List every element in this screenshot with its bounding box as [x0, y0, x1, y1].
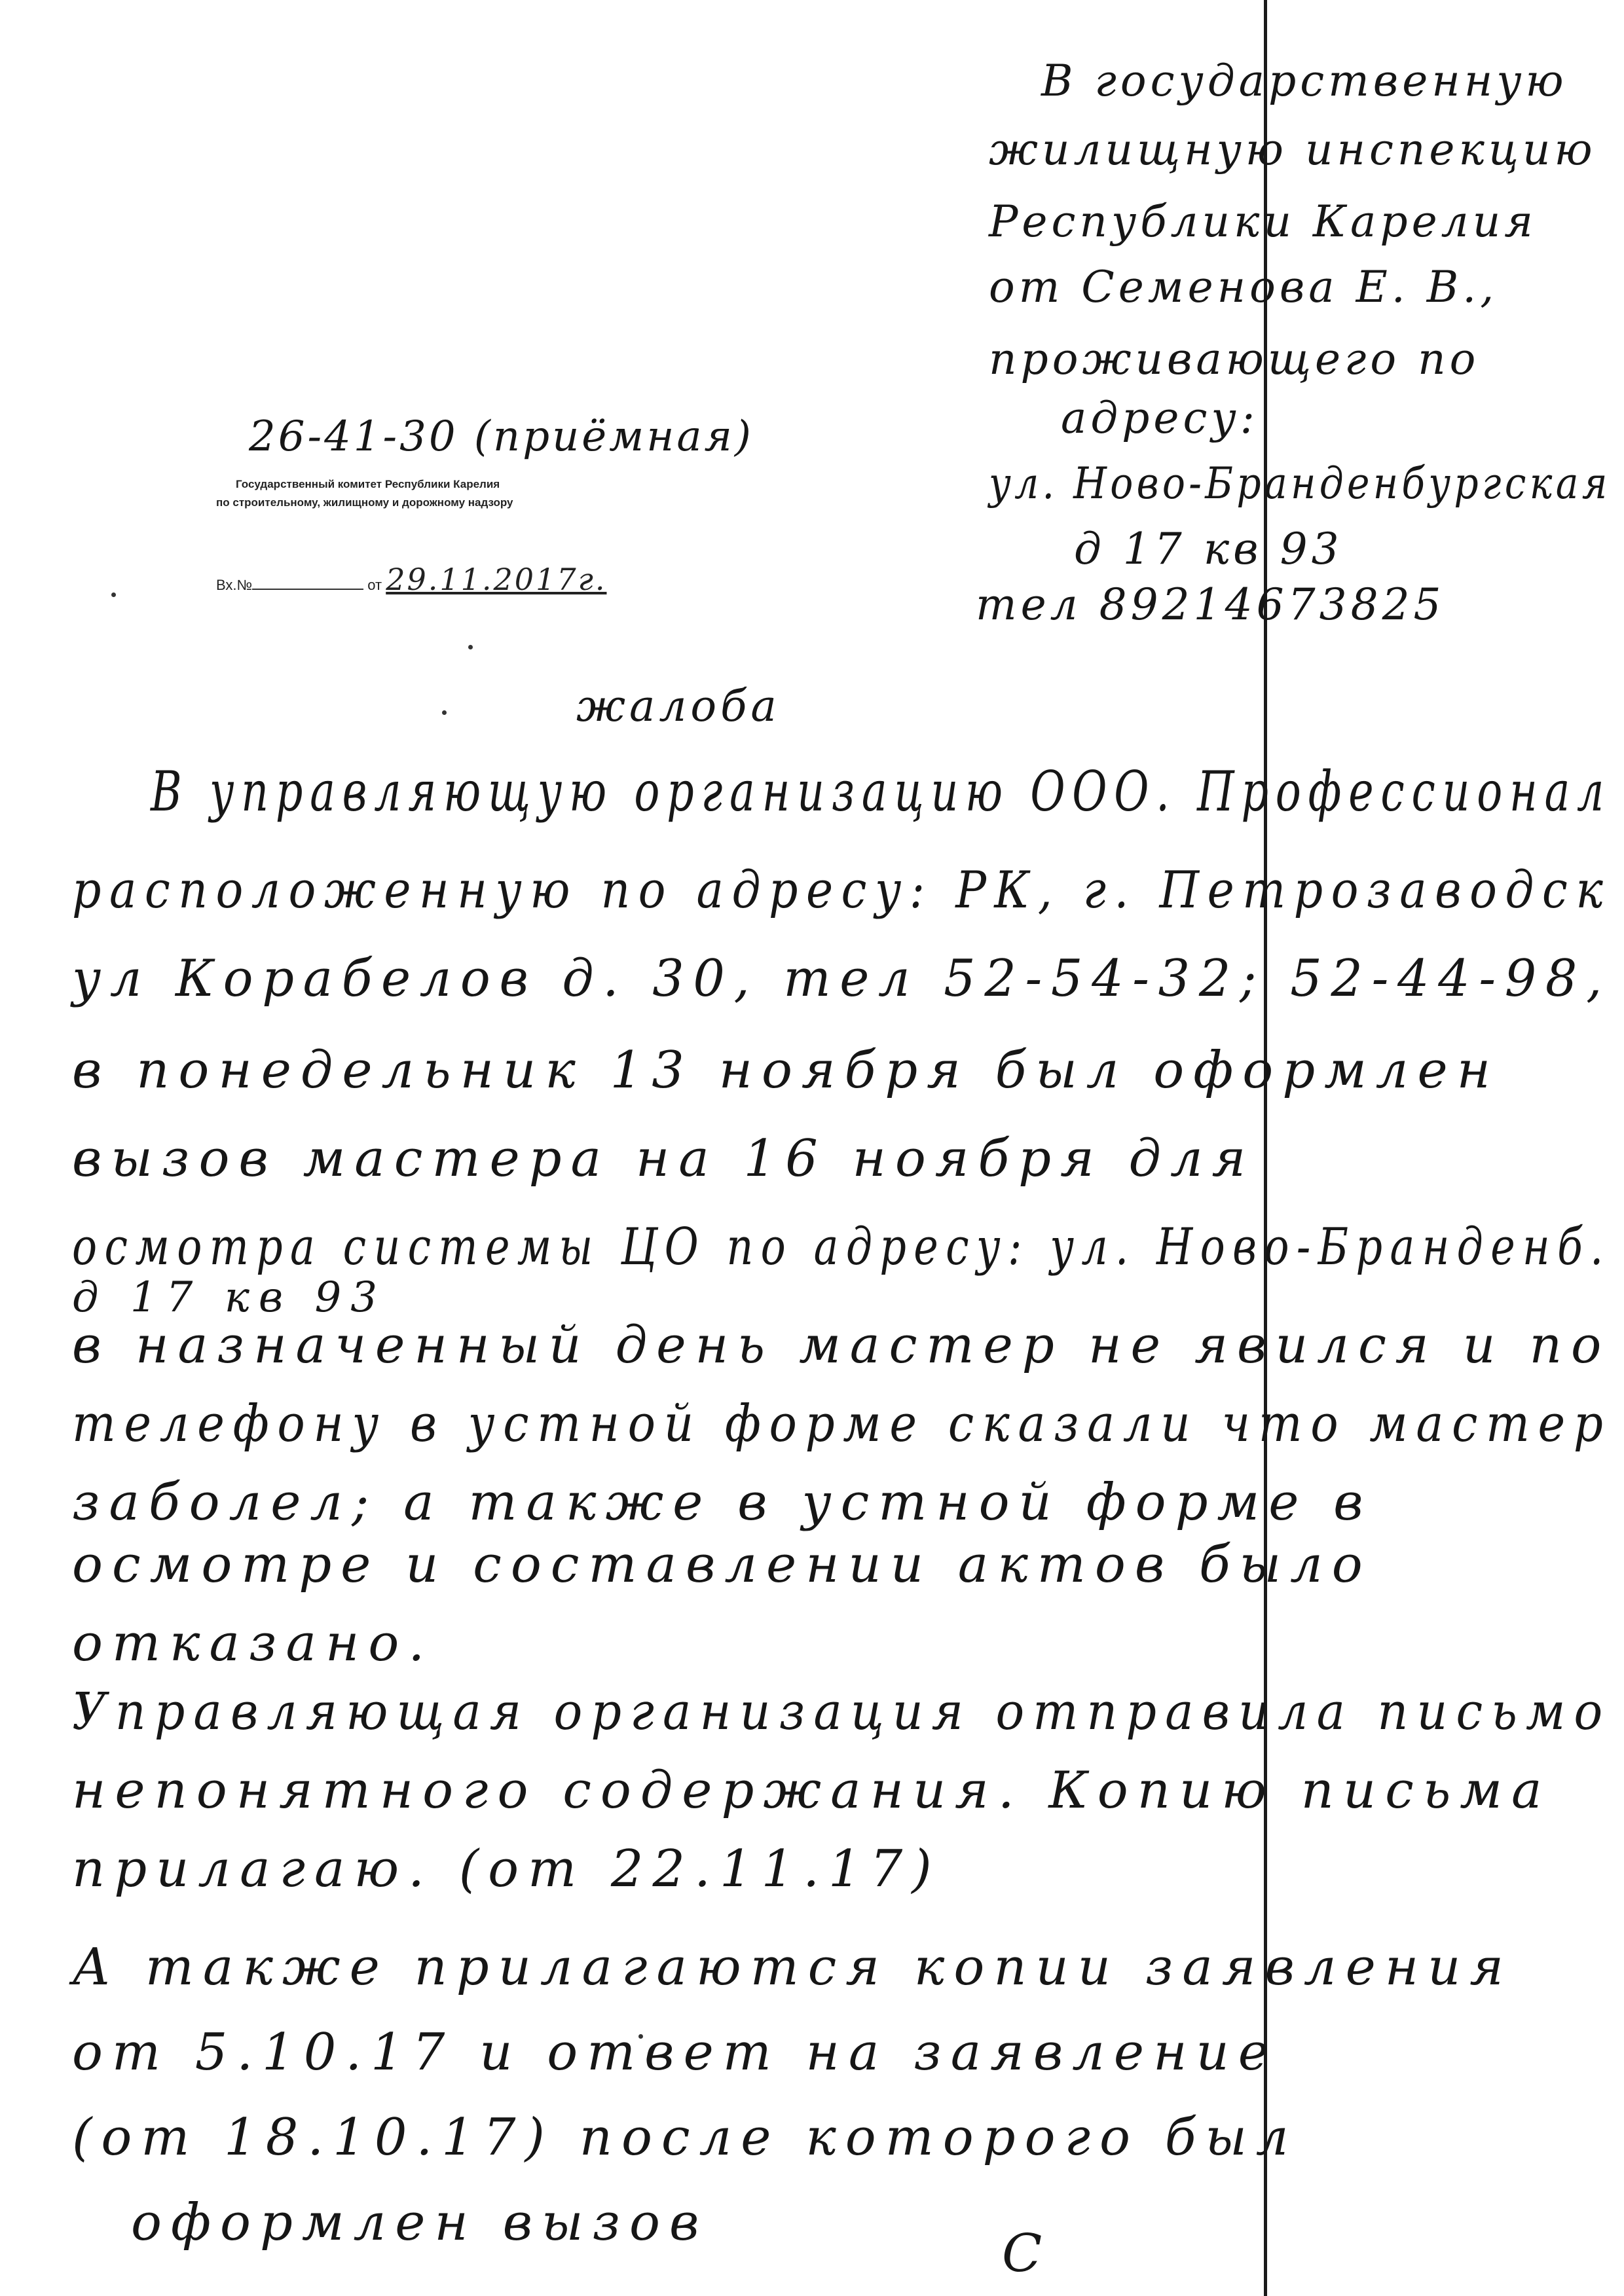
body-line-6: осмотра системы ЦО по адресу: ул. Ново-Бранденб.	[72, 1218, 1611, 1277]
body-line-14: непонятного содержания. Копию письма	[72, 1761, 1551, 1820]
body-line-15: прилагаю. (от 22.11.17)	[72, 1840, 941, 1899]
body-line-4: в понедельник 13 ноября был оформлен	[72, 1041, 1500, 1100]
body-line-10: заболел; а также в устной форме в	[72, 1473, 1373, 1532]
stamp-reg-date: 29.11.2017г.	[386, 562, 607, 597]
body-line-13: Управляющая организация отправила письмо	[72, 1683, 1612, 1741]
body-line-3: ул Корабелов д. 30, тел 52-54-32; 52-44-98,	[72, 949, 1611, 1008]
body-line-11: осмотре и составлении актов было	[72, 1535, 1372, 1594]
addressee-line-7: ул. Ново-Бранденбургская	[989, 458, 1611, 509]
body-line-16: А также прилагаются копии заявления	[72, 1938, 1513, 1997]
scan-speck	[468, 645, 473, 649]
body-line-2: расположенную по адресу: РК, г. Петрозаводск	[72, 861, 1612, 920]
addressee-line-3: Республики Карелия	[989, 196, 1537, 247]
addressee-line-6: адресу:	[1061, 393, 1259, 443]
body-line-8: в назначенный день мастер не явился и по	[72, 1316, 1611, 1375]
addressee-line-2: жилищную инспекцию	[989, 124, 1596, 175]
stamp-reg-blank	[252, 589, 363, 590]
stamp-org-line-2: по строительному, жилищному и дорожному надзору	[216, 496, 513, 509]
stamp-reg-prefix: Вх.№	[216, 577, 253, 593]
body-line-1: В управляющую организацию ООО. Профессионал	[151, 759, 1612, 824]
body-line-7: д 17 кв 93	[72, 1273, 386, 1322]
body-line-12: отказано.	[72, 1614, 434, 1673]
addressee-line-8: д 17 кв 93	[1074, 524, 1343, 574]
addressee-line-1: В государственную	[1041, 56, 1568, 106]
page-continuation-mark: С	[1002, 2223, 1043, 2284]
stamp-org-line-1: Государственный комитет Республики Карелия	[236, 478, 500, 490]
stamp-phone-note: 26-41-30 (приёмная)	[249, 412, 754, 461]
stamp-reg-from: от	[367, 577, 382, 593]
body-line-5: вызов мастера на 16 ноября для	[72, 1129, 1255, 1188]
scan-speck	[111, 592, 116, 597]
addressee-line-9: тел 89214673825	[976, 579, 1445, 630]
body-line-17: от 5.10.17 и ответ на заявление	[72, 2023, 1278, 2082]
body-line-9: телефону в устной форме сказали что мастер	[72, 1394, 1612, 1453]
body-line-18: (от 18.10.17) после которого был	[72, 2108, 1298, 2167]
addressee-line-4: от Семенова Е. В.,	[989, 262, 1498, 312]
stamp-registration	[216, 562, 606, 597]
addressee-line-5: проживающего по	[989, 334, 1480, 384]
body-line-19: оформлен вызов	[131, 2193, 709, 2252]
scan-speck	[442, 710, 447, 715]
document-title: жалоба	[576, 681, 781, 731]
